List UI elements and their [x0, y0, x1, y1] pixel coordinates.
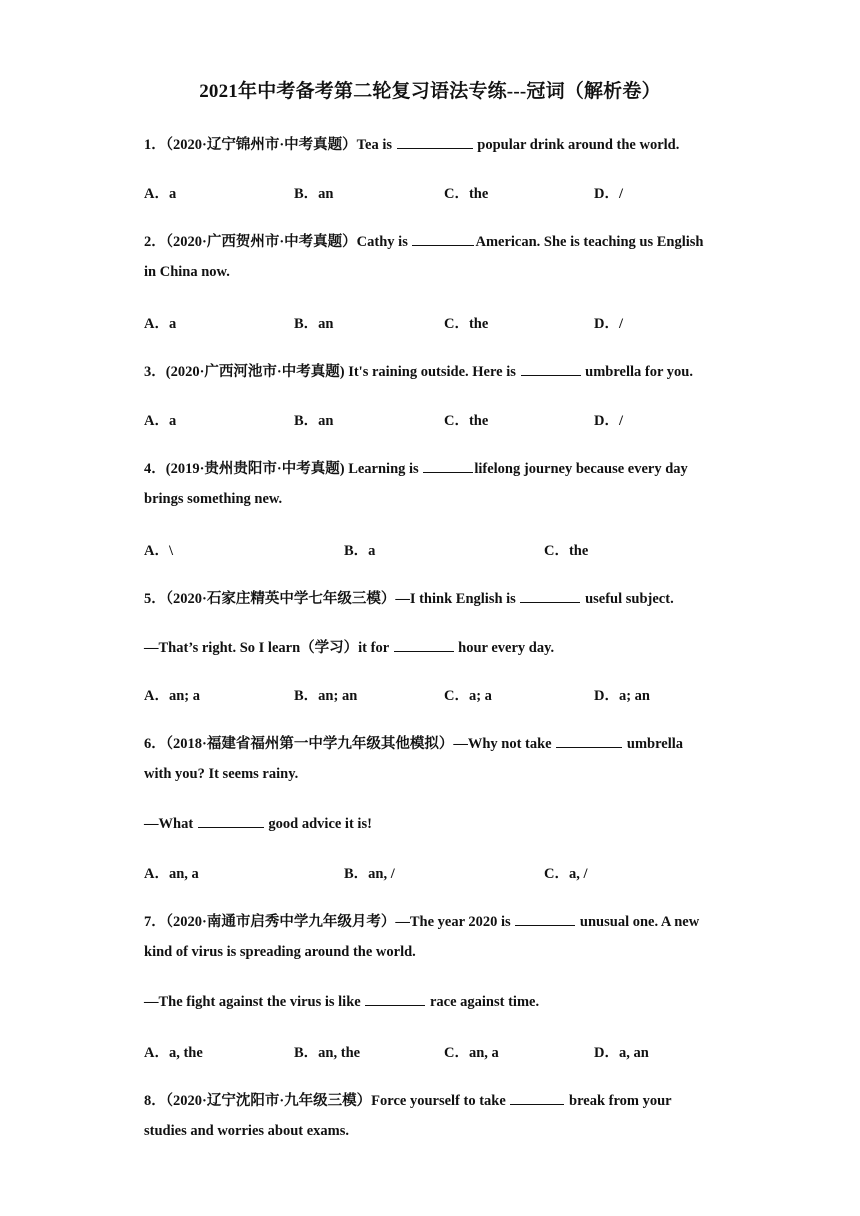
question-7-stem: 7．（2020·南通市启秀中学九年级月考）—The year 2020 is unusual one. A new — [144, 914, 700, 930]
question-1-option-c[interactable]: C．the — [444, 186, 489, 202]
question-4-stem: 4．(2019·贵州贵阳市·中考真题) Learning is lifelong journey because every day — [144, 461, 688, 477]
question-7-reply: —The fight against the virus is like race against time. — [144, 994, 540, 1010]
question-2-option-a[interactable]: A．a — [144, 316, 177, 332]
answer-blank — [515, 912, 575, 926]
answer-blank — [510, 1091, 564, 1105]
question-7-stem-cont: kind of virus is spreading around the world. — [144, 944, 416, 960]
question-1-stem: 1．（2020·辽宁锦州市·中考真题）Tea is popular drink around the world. — [144, 137, 680, 153]
answer-blank — [520, 589, 580, 603]
answer-blank — [397, 135, 473, 149]
question-1-option-a[interactable]: A．a — [144, 186, 177, 202]
page-title: 2021年中考备考第二轮复习语法专练---冠词（解析卷） — [199, 81, 661, 102]
question-5-stem: 5．（2020·石家庄精英中学七年级三模）—I think English is useful subject. — [144, 591, 674, 607]
question-6-option-c[interactable]: C．a, / — [544, 866, 588, 882]
question-8-stem: 8．（2020·辽宁沈阳市·九年级三模）Force yourself to take break from your — [144, 1093, 672, 1109]
question-3-option-d[interactable]: D．/ — [594, 413, 623, 429]
question-5-reply: —That’s right. So I learn（学习）it for hour every day. — [144, 640, 555, 656]
answer-blank — [556, 734, 622, 748]
question-4-option-a[interactable]: A．\ — [144, 543, 173, 559]
question-1-option-b[interactable]: B．an — [294, 186, 334, 202]
question-5-option-d[interactable]: D．a; an — [594, 688, 650, 704]
question-1-option-d[interactable]: D．/ — [594, 186, 623, 202]
answer-blank — [521, 362, 581, 376]
question-7-option-d[interactable]: D．a, an — [594, 1045, 649, 1061]
question-2-option-d[interactable]: D．/ — [594, 316, 623, 332]
answer-blank — [423, 459, 473, 473]
question-2-stem: 2．（2020·广西贺州市·中考真题）Cathy is American. She is teaching us English — [144, 234, 704, 250]
question-4-option-b[interactable]: B．a — [344, 543, 376, 559]
question-7-option-c[interactable]: C．an, a — [444, 1045, 499, 1061]
question-5-option-b[interactable]: B．an; an — [294, 688, 358, 704]
question-7-option-a[interactable]: A．a, the — [144, 1045, 203, 1061]
answer-blank — [198, 814, 264, 828]
answer-blank — [365, 992, 425, 1006]
question-7-option-b[interactable]: B．an, the — [294, 1045, 361, 1061]
question-8-stem-cont: studies and worries about exams. — [144, 1123, 350, 1139]
question-2-option-c[interactable]: C．the — [444, 316, 489, 332]
answer-blank — [412, 232, 474, 246]
question-6-stem: 6．（2018·福建省福州第一中学九年级其他模拟）—Why not take umbrella — [144, 736, 683, 752]
question-5-option-c[interactable]: C．a; a — [444, 688, 492, 704]
answer-blank — [394, 638, 454, 652]
question-6-option-b[interactable]: B．an, / — [344, 866, 395, 882]
question-6-reply: —What good advice it is! — [144, 816, 372, 832]
question-3-option-c[interactable]: C．the — [444, 413, 489, 429]
question-3-option-b[interactable]: B．an — [294, 413, 334, 429]
question-4-stem-cont: brings something new. — [144, 491, 283, 507]
question-2-stem-cont: in China now. — [144, 264, 230, 280]
question-4-option-c[interactable]: C．the — [544, 543, 589, 559]
question-5-option-a[interactable]: A．an; a — [144, 688, 200, 704]
question-3-stem: 3．(2020·广西河池市·中考真题) It's raining outside. Here is umbrella for you. — [144, 364, 693, 380]
question-6-option-a[interactable]: A．an, a — [144, 866, 199, 882]
question-2-option-b[interactable]: B．an — [294, 316, 334, 332]
question-3-option-a[interactable]: A．a — [144, 413, 177, 429]
question-6-stem-cont: with you? It seems rainy. — [144, 766, 299, 782]
